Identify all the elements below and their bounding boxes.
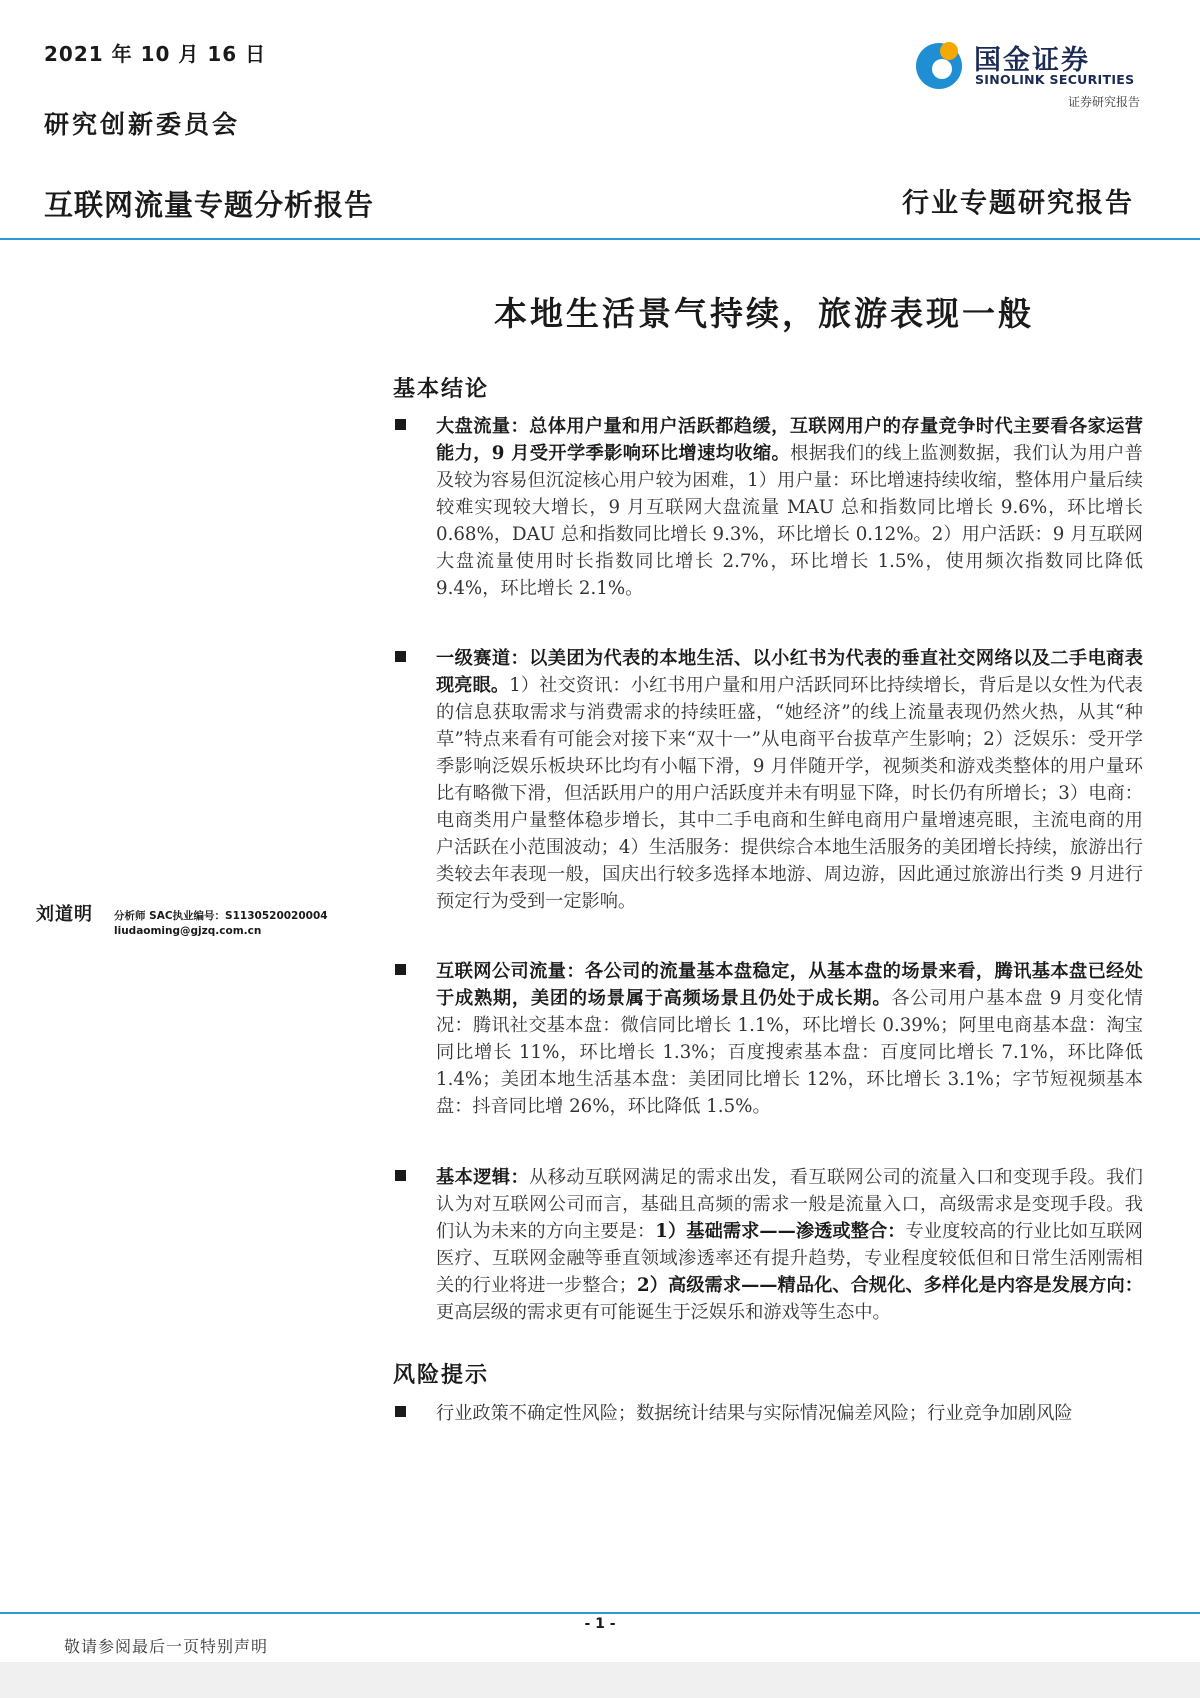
bullet-square-icon	[395, 1170, 406, 1181]
footer-divider	[0, 1612, 1200, 1614]
report-date: 2021 年 10 月 16 日	[44, 42, 267, 66]
report-series-title: 互联网流量专题分析报告	[44, 188, 375, 222]
page-number: - 1 -	[584, 1616, 616, 1632]
bullet-lead-3: 2）高级需求——精品化、合规化、多样化是内容是发展方向：	[636, 1275, 1143, 1296]
bullet-body: 根据我们的线上监测数据，我们认为用户普及较为容易但沉淀核心用户较为困难，1）用户量：环比增速持续收缩，整体用户量后续较难实现较大增长，9 月互联网大盘流量 MAU 总和指数同比增长 9.6%，环比增长 0.68%，DAU 总和指数同比增长 9.3%，环比增长 0.12%。2）用户活跃：9 月互联网大盘流量使用时长指数同比增长 2.7%，环比增长 1.5%，使用频次指数同比降低 9.4%，环比增长 2.1%。	[436, 443, 1143, 599]
analyst-email: liudaoming@gjzq.com.cn	[114, 925, 262, 937]
disclaimer-note: 敬请参阅最后一页特别声明	[64, 1637, 269, 1656]
conclusion-bullet-1	[393, 413, 1143, 602]
bullet-body: 从移动互联网满足的需求出发，看互联网公司的流量入口和变现手段。我们认为对互联网公司而言，基础且高频的需求一般是流量入口，高级需求是变现手段。我们认为未来的方向主要是：	[436, 1167, 1143, 1242]
bottom-margin	[0, 1662, 1200, 1698]
bullet-body-3: 更高层级的需求更有可能诞生于泛娱乐和游戏等生态中。	[436, 1302, 891, 1323]
report-type: 行业专题研究报告	[902, 188, 1134, 219]
bullet-square-icon	[395, 1406, 406, 1417]
logo-subtitle: 证券研究报告	[1067, 95, 1140, 109]
logo-mark-icon	[912, 36, 970, 94]
bullet-body-2: 专业度较高的行业比如互联网医疗、互联网金融等垂直领域渗透率还有提升趋势，专业程度较低但和日常生活刚需相关的行业将进一步整合；	[436, 1221, 1143, 1296]
committee-name: 研究创新委员会	[44, 110, 241, 139]
conclusion-bullet-3	[393, 958, 1143, 1120]
analyst-cert-number: 分析师 SAC执业编号：S1130520020004	[114, 910, 328, 922]
bullet-square-icon	[395, 964, 406, 975]
bullet-lead-2: 1）基础需求——渗透或整合：	[655, 1221, 906, 1242]
logo-name-en: SINOLINK SECURITIES	[975, 72, 1135, 87]
page-title: 本地生活景气持续，旅游表现一般	[494, 294, 1034, 333]
bullet-lead: 大盘流量：总体用户量和用户活跃都趋缓，互联网用户的存量竞争时代主要看各家运营能力，9 月受开学季影响环比增速均收缩。	[436, 416, 1143, 464]
analyst-name: 刘道明	[36, 904, 93, 925]
bullet-lead: 基本逻辑：	[436, 1167, 530, 1188]
bullet-lead: 互联网公司流量：各公司的流量基本盘稳定，从基本盘的场景来看，腾讯基本盘已经处于成熟期，美团的场景属于高频场景且仍处于成长期。	[436, 961, 1143, 1009]
risk-heading: 风险提示	[393, 1362, 490, 1388]
bullet-body: 1）社交资讯：小红书用户量和用户活跃同环比持续增长，背后是以女性为代表的信息获取需求与消费需求的持续旺盛，“她经济”的线上流量表现仍然火热，从其“种草”特点来看有可能会对接下来“双十一”从电商平台拔草产生影响；2）泛娱乐：受开学季影响泛娱乐板块环比均有小幅下滑，9 月伴随开学，视频类和游戏类整体的用户量环比有略微下滑，但活跃用户的用户活跃度并未有明显下降，时长仍有所增长；3）电商：电商类用户量整体稳步增长，其中二手电商和生鲜电商用户量增速亮眼，主流电商的用户活跃在小范围波动；4）生活服务：提供综合本地生活服务的美团增长持续，旅游出行类较去年表现一般，国庆出行较多选择本地游、周边游，因此通过旅游出行类 9 月进行预定行为受到一定影响。	[436, 675, 1143, 912]
risk-bullet	[393, 1400, 1143, 1427]
company-logo	[912, 36, 1144, 94]
risk-text: 行业政策不确定性风险；数据统计结果与实际情况偏差风险；行业竞争加剧风险	[436, 1403, 1073, 1424]
logo-name-cn: 国金证券	[974, 45, 1090, 76]
bullet-body: 各公司用户基本盘 9 月变化情况：腾讯社交基本盘：微信同比增长 1.1%，环比增长 0.39%；阿里电商基本盘：淘宝同比增长 11%，环比增长 1.3%；百度搜索基本盘：百度同比增长 7.1%，环比降低 1.4%；美团本地生活基本盘：美团同比增长 12%，环比增长 3.1%；字节短视频基本盘：抖音同比增 26%，环比降低 1.5%。	[436, 988, 1143, 1117]
header-divider	[0, 238, 1200, 240]
bullet-square-icon	[395, 651, 406, 662]
conclusion-heading: 基本结论	[393, 376, 490, 402]
conclusion-bullet-4	[393, 1164, 1143, 1326]
bullet-lead: 一级赛道：以美团为代表的本地生活、以小红书为代表的垂直社交网络以及二手电商表现亮眼。	[436, 648, 1143, 696]
conclusion-bullet-2	[393, 645, 1143, 915]
bullet-square-icon	[395, 419, 406, 430]
